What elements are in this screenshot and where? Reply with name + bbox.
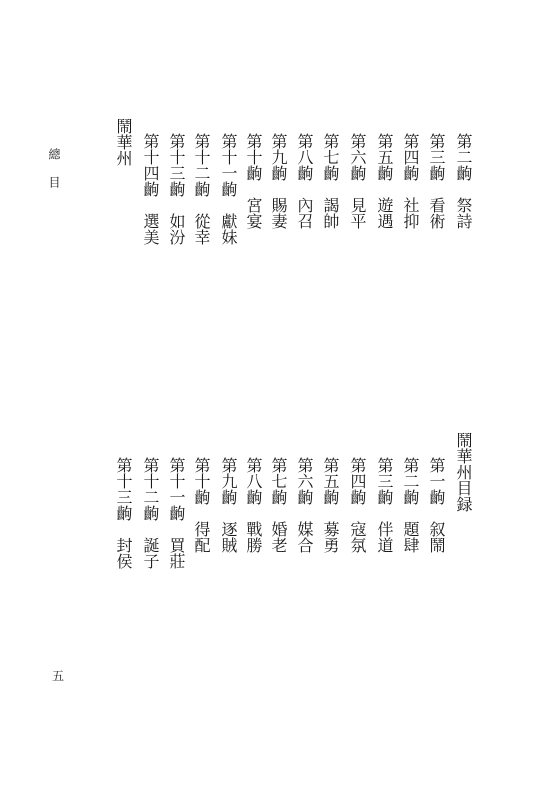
page-number: 五 (52, 669, 65, 683)
toc-line: 第六齣 媒合 (295, 457, 314, 553)
toc-line: 第十三齣 封侯 (114, 457, 133, 569)
toc-title: 鬧華州目録 (454, 432, 473, 512)
toc-line: 第九齣 逐賊 (219, 457, 238, 553)
toc-line: 第七齣 謁帥 (321, 133, 340, 229)
toc-line: 第六齣 見平 (348, 133, 367, 229)
toc-line: 第十齣 得配 (192, 457, 211, 553)
toc-line: 第二齣 祭詩 (454, 133, 473, 229)
side-header: 總目 (47, 148, 61, 204)
section-title: 鬧華州 (114, 118, 133, 166)
toc-line: 第四齣 寇氛 (348, 457, 367, 553)
toc-line: 第十一齣 買莊 (167, 457, 186, 569)
toc-line: 第十三齣 如汾 (167, 133, 186, 245)
toc-line: 第十二齣 誕子 (141, 457, 160, 569)
toc-line: 第十二齣 從幸 (192, 133, 211, 245)
toc-line: 第三齣 看術 (427, 133, 446, 229)
toc-line: 第十四齣 選美 (141, 133, 160, 245)
toc-line: 第八齣 內召 (295, 133, 314, 229)
toc-line: 第十齣 宮宴 (244, 133, 263, 229)
toc-line: 第九齣 賜妻 (269, 133, 288, 229)
toc-line: 第五齣 遊遇 (375, 133, 394, 229)
toc-line: 第二齣 題肆 (401, 457, 420, 553)
toc-line: 第一齣 叙鬧 (427, 457, 446, 553)
toc-line: 第十一齣 獻妹 (219, 133, 238, 245)
toc-line: 第七齣 婚老 (269, 457, 288, 553)
toc-line: 第五齣 募勇 (321, 457, 340, 553)
toc-line: 第八齣 戰勝 (244, 457, 263, 553)
toc-line: 第四齣 社抑 (401, 133, 420, 229)
toc-line: 第三齣 伴道 (375, 457, 394, 553)
